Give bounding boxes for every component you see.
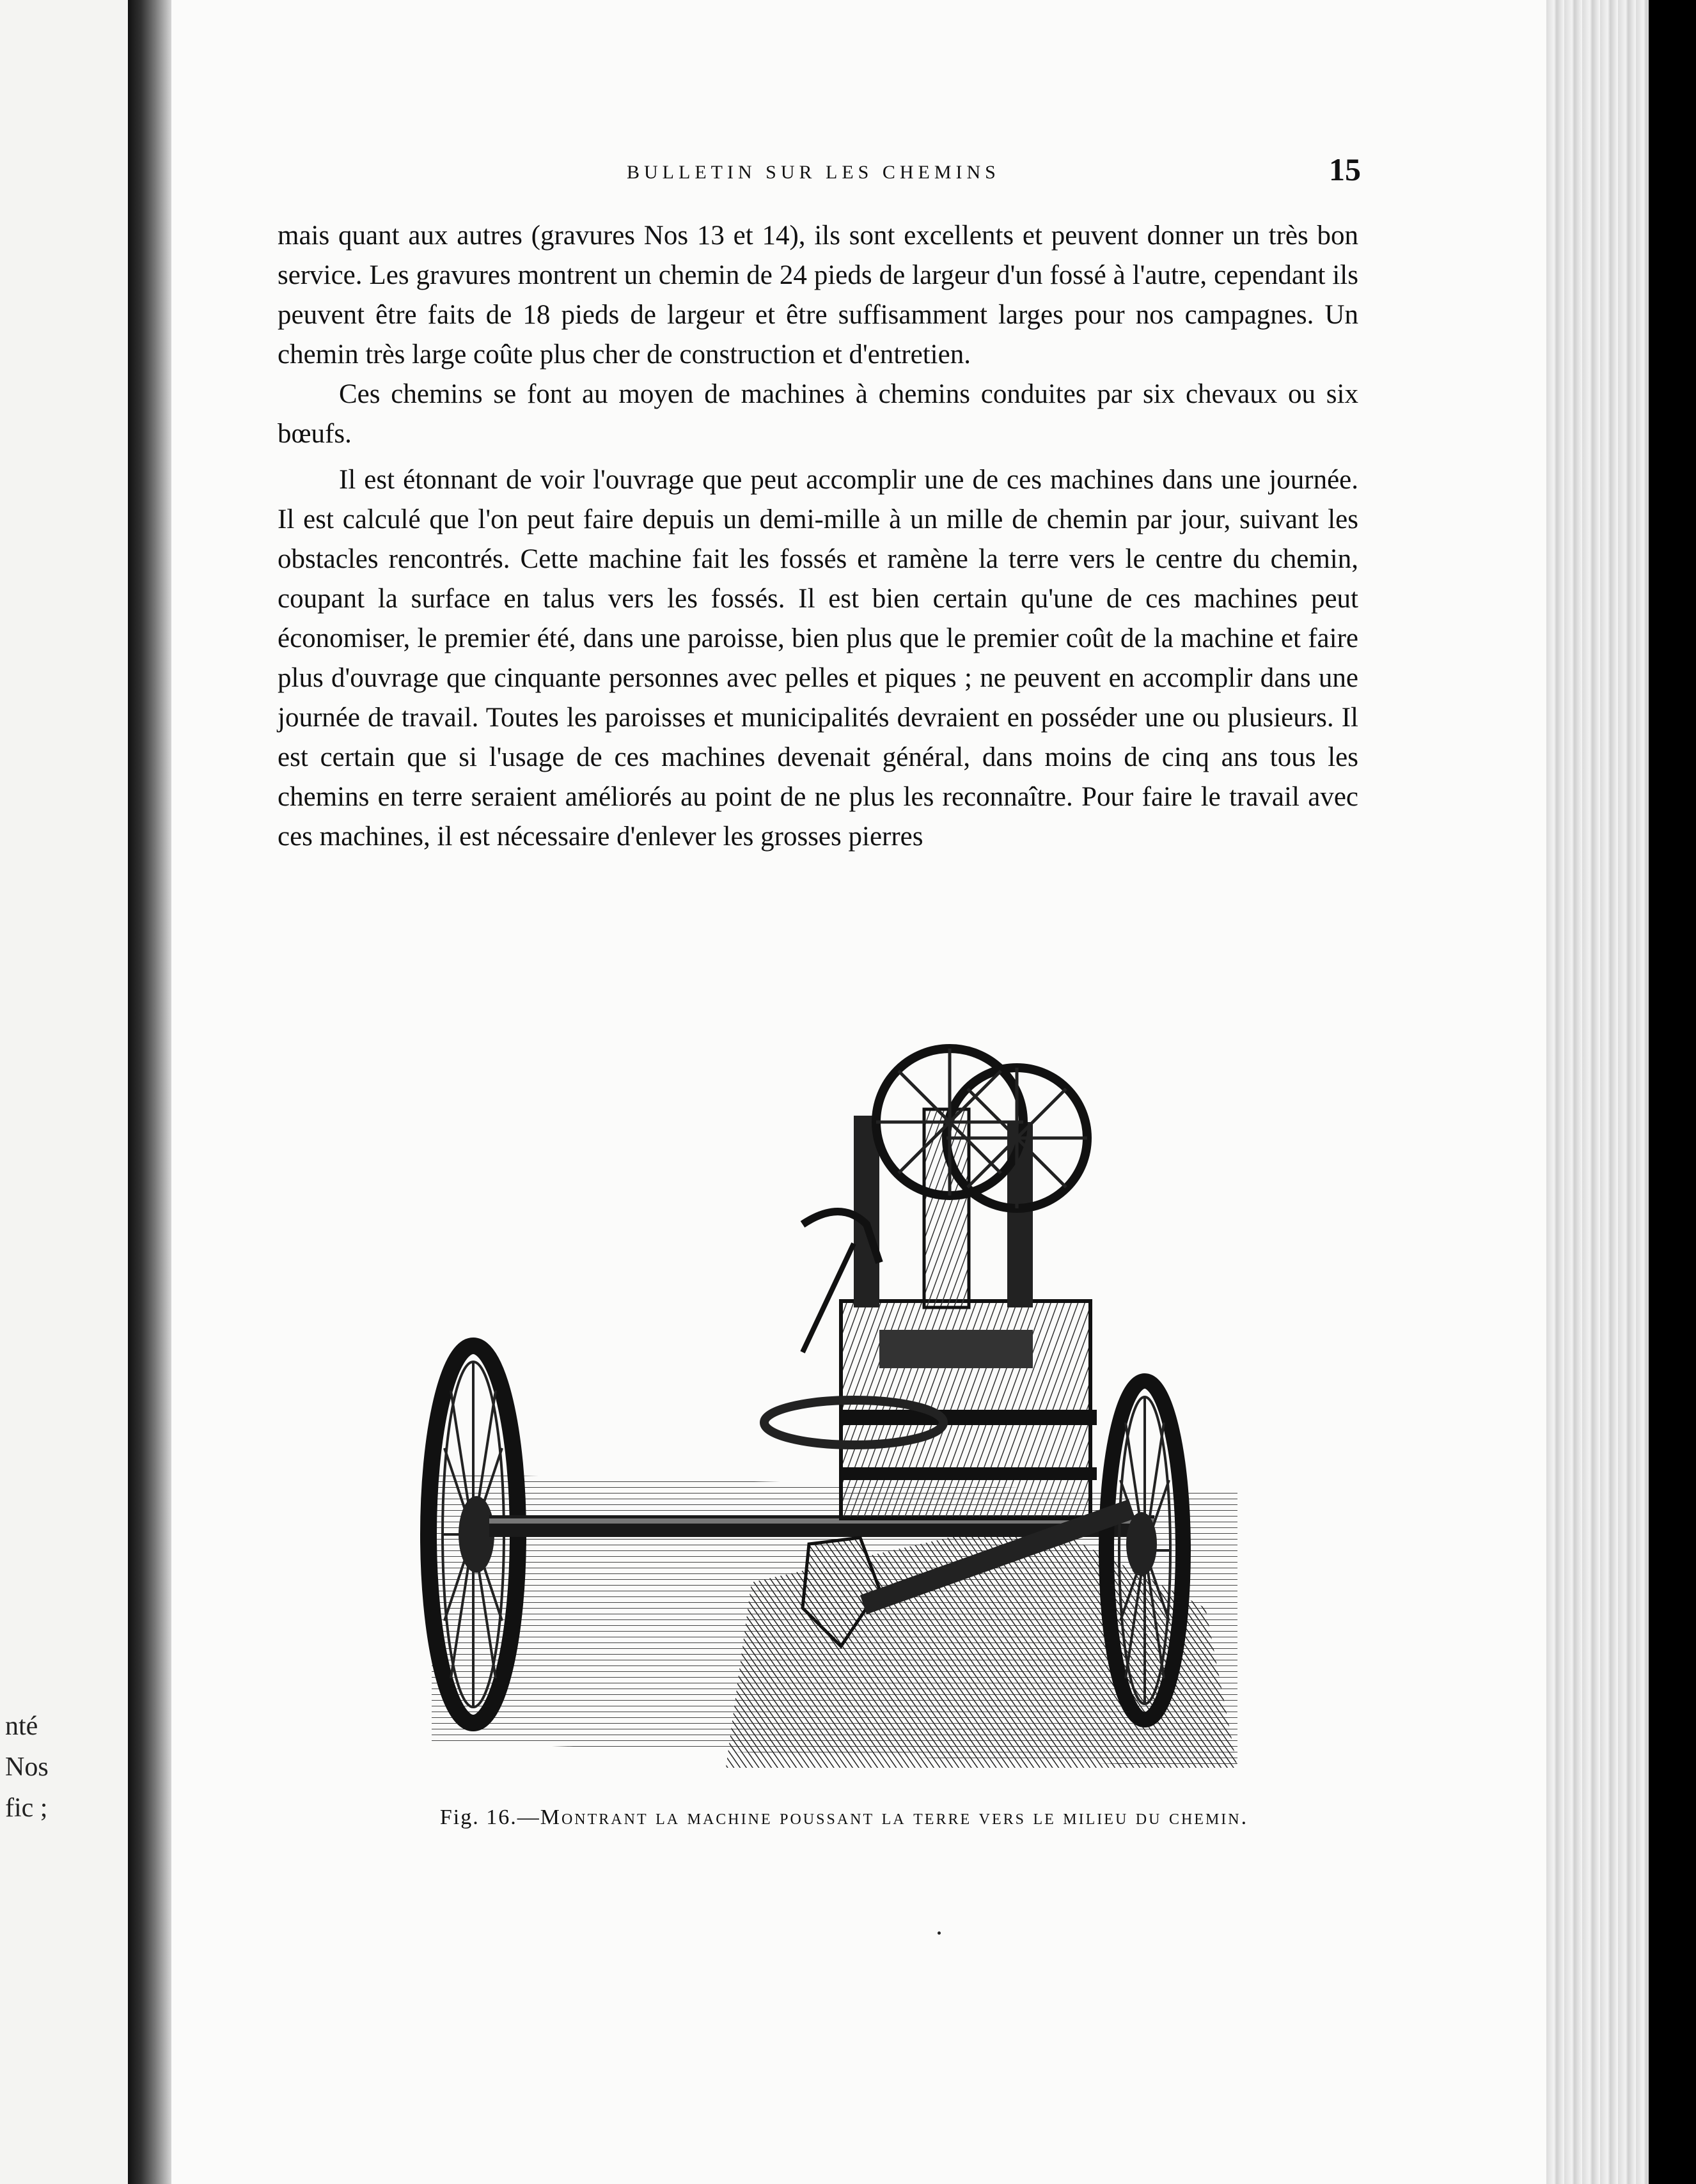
page-edges xyxy=(1546,0,1649,2184)
page-number: 15 xyxy=(1329,152,1361,187)
running-header: BULLETIN SUR LES CHEMINS xyxy=(627,162,1000,183)
figure-caption-text: Montrant la machine poussant la terre vers le milieu du chemin. xyxy=(540,1806,1249,1829)
paragraph: Il est étonnant de voir l'ouvrage que peut accomplir une de ces machines dans une journée. Il est calculé que l'on peut faire depuis un demi-mille à un mille de chemin par jour, suivant les obstacles rencontrés. Cette machine fait les fossés et ramène la terre vers le centre du chemin, coupant la surface en talus vers les fossés. Il est bien certain qu'une de ces machines peut économiser, le premier été, dans une paroisse, bien plus que le premier coût de la machine et faire plus d'ouvrage que cinquante personnes avec pelles et piques ; ne peuvent en accomplir dans une journée de travail. Toutes les paroisses et municipalités devraient en posséder une ou plusieurs. Il est certain que si l'usage de ces machines devenait général, dans moins de cinq ans tous les chemins en terre seraient améliorés au point de ne plus les reconnaître. Pour faire le travail avec ces machines, il est nécessaire d'enlever les grosses pierres xyxy=(278,465,1358,852)
book-gutter xyxy=(128,0,173,2184)
paragraph: mais quant aux autres (gravures Nos 13 et 14), ils sont excellents et peuvent donner un très bon service. Les gravures montrent un chemin de 24 pieds de largeur d'un fossé à l'autre, cependant ils peuvent être faits de 18 pieds de largeur et être suffisamment larges pour nos campagnes. Un chemin très large coûte plus cher de construction et d'entretien. xyxy=(278,221,1358,370)
body-text xyxy=(278,216,1358,857)
left-page-fragment: nté xyxy=(5,1712,38,1741)
road-machine-illustration xyxy=(393,1033,1237,1781)
print-speck xyxy=(938,1931,941,1935)
left-page-fragment: fic ; xyxy=(5,1793,48,1823)
paragraph: Ces chemins se font au moyen de machines à chemins conduites par six chevaux ou six bœufs. xyxy=(278,379,1358,449)
figure-number: Fig. 16.— xyxy=(439,1806,540,1829)
figure-caption xyxy=(323,1806,1365,1830)
left-page-fragment: Nos xyxy=(5,1752,49,1782)
